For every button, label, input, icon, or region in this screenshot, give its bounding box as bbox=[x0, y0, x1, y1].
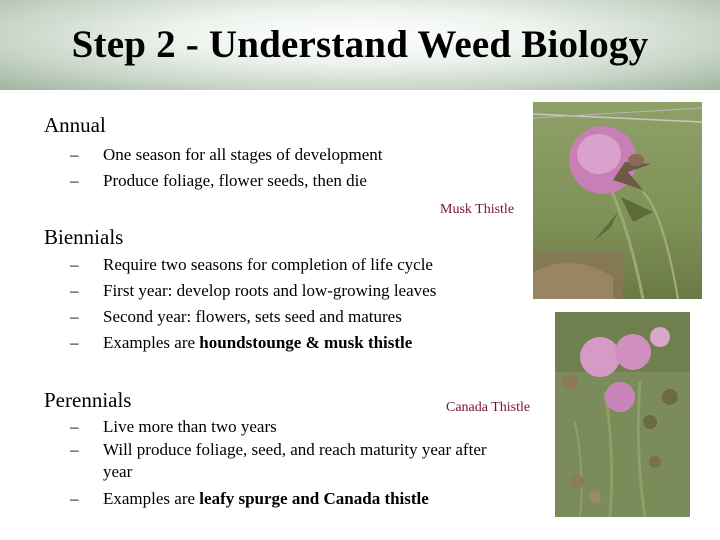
list-item: – Require two seasons for completion of life cycle bbox=[70, 252, 436, 278]
biennials-list bbox=[70, 252, 436, 356]
annual-heading: Annual bbox=[44, 113, 106, 137]
musk-thistle-caption: Musk Thistle bbox=[440, 202, 515, 217]
list-item: – Examples are leafy spurge and Canada thistle bbox=[70, 487, 520, 511]
perennials-list bbox=[70, 415, 520, 511]
list-item: – Produce foliage, flower seeds, then die bbox=[70, 168, 382, 194]
list-item: – First year: develop roots and low-growing leaves bbox=[70, 278, 436, 304]
list-item: – One season for all stages of development bbox=[70, 142, 382, 168]
biennials-heading: Biennials bbox=[44, 225, 124, 249]
canada-thistle-photo bbox=[555, 312, 690, 517]
list-item: – Live more than two years bbox=[70, 415, 520, 439]
list-item: – Will produce foliage, seed, and reach maturity year after year bbox=[70, 439, 520, 483]
list-item: – Second year: flowers, sets seed and matures bbox=[70, 304, 436, 330]
annual-list bbox=[70, 142, 382, 194]
list-item: – Examples are houndstounge & musk thistle bbox=[70, 330, 436, 356]
slide-title: Step 2 - Understand Weed Biology bbox=[71, 23, 649, 66]
canada-thistle-caption: Canada Thistle bbox=[446, 400, 531, 415]
musk-thistle-photo bbox=[533, 102, 702, 299]
perennials-heading: Perennials bbox=[44, 388, 132, 412]
